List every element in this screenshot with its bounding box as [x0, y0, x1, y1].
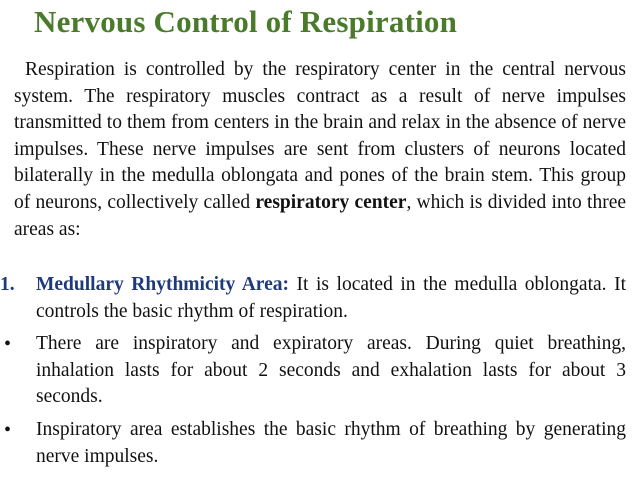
intro-text: Respiration is controlled by the respiratory center in the central nervous system. The respiratory muscles contract as a result of nerve impulses transmitted to them from centers in the brain and relax in the absence of nerve impulses. These nerve impulses are sent from clusters of neurons located bilaterally in the medulla oblongata and pones of the brain stem. This group of neurons, collectively called [14, 59, 626, 213]
list-number: 1. [0, 274, 15, 295]
list-item-inspiratory [0, 417, 626, 470]
bullet-icon: • [4, 418, 12, 441]
list-item-text: It is located in the medulla oblongata. It controls the basic rhythm of respiration. [36, 274, 626, 322]
intro-text-end: , which is divided into three areas as: [14, 191, 626, 240]
list-item-medullary [0, 272, 626, 325]
intro-bold-term: respiratory center [255, 191, 407, 213]
content-list [0, 272, 626, 476]
slide-title: Nervous Control of Respiration [34, 4, 458, 39]
intro-paragraph [14, 57, 626, 243]
bullet-icon: • [4, 333, 12, 356]
list-item-heading: Medullary Rhythmicity Area: [36, 274, 290, 295]
list-item-text: There are inspiratory and expiratory areas. During quiet breathing, inhalation lasts for about 2 seconds and exhalation lasts for about 3 seconds. [36, 333, 626, 408]
list-item-areas [0, 331, 626, 411]
list-item-text: Inspiratory area establishes the basic rhythm of breathing by generating nerve impulses. [36, 418, 626, 467]
